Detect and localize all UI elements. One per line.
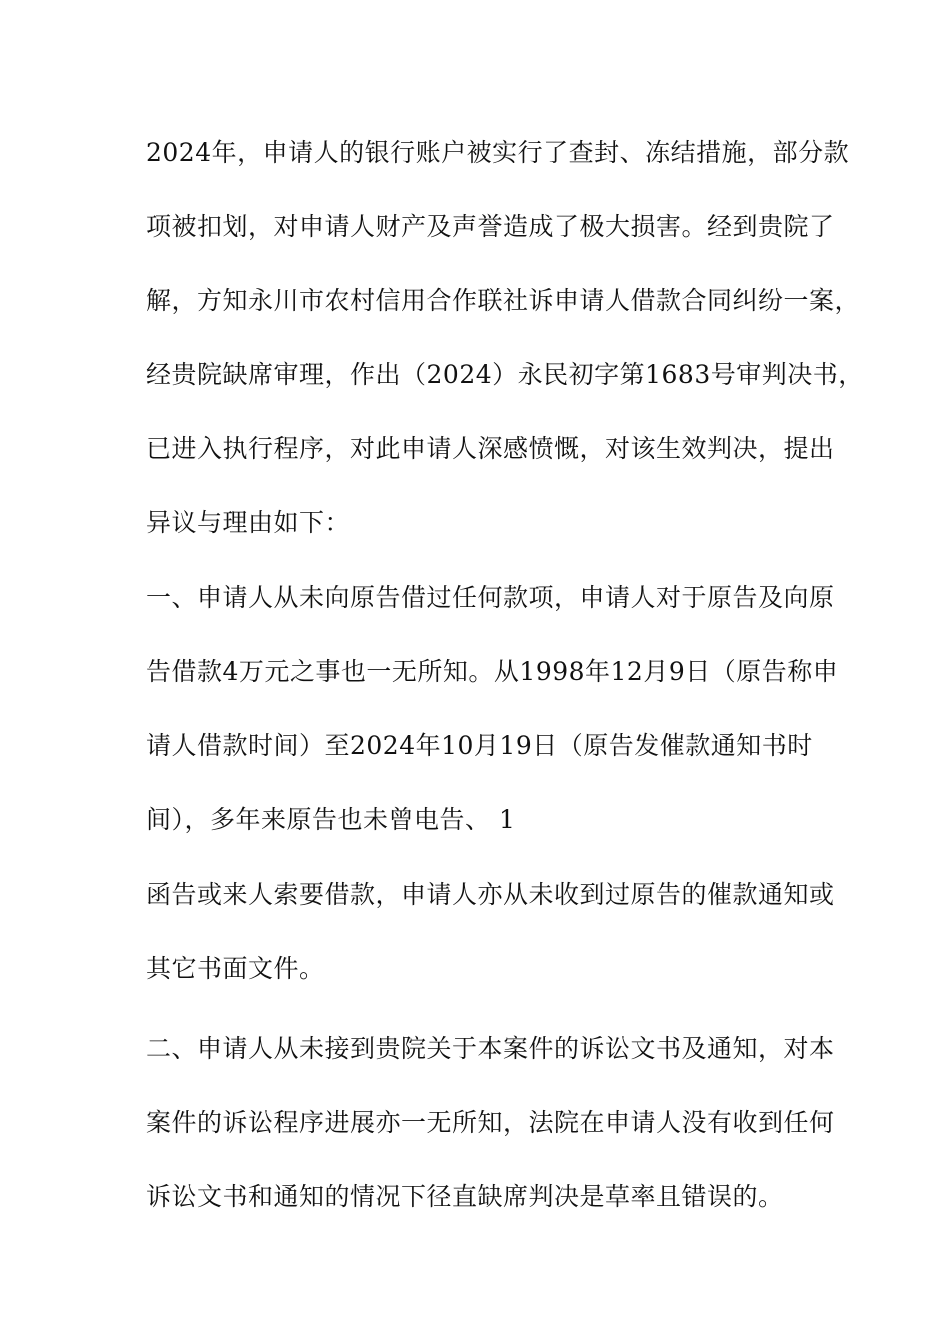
- text-line: 请人借款时间）至2024年10月19日（原告发催款通知书时: [146, 731, 813, 760]
- text-line: 诉讼文书和通知的情况下径直缺席判决是草率且错误的。: [146, 1182, 784, 1211]
- text-line: 已进入执行程序，对此申请人深感愤慨，对该生效判决，提出: [146, 434, 835, 463]
- text-line: 其它书面文件。: [146, 954, 325, 983]
- text-line: 项被扣划，对申请人财产及声誉造成了极大损害。经到贵院了: [146, 212, 835, 241]
- text-line: 经贵院缺席审理，作出（2024）永民初字第1683号审判决书，: [146, 360, 864, 389]
- text-line: 2024年，申请人的银行账户被实行了查封、冻结措施，部分款: [146, 138, 850, 167]
- text-line: 案件的诉讼程序进展亦一无所知，法院在申请人没有收到任何: [146, 1108, 835, 1137]
- text-line: 告借款4万元之事也一无所知。从1998年12月9日（原告称申: [146, 657, 839, 686]
- text-line: 二、申请人从未接到贵院关于本案件的诉讼文书及通知，对本: [146, 1034, 835, 1063]
- text-line: 解，方知永川市农村信用合作联社诉申请人借款合同纠纷一案，: [146, 286, 861, 315]
- text-line: 异议与理由如下：: [146, 508, 351, 537]
- text-line: 一、申请人从未向原告借过任何款项，申请人对于原告及向原: [146, 583, 835, 612]
- text-line: 函告或来人索要借款，申请人亦从未收到过原告的催款通知或: [146, 880, 835, 909]
- text-line: 间），多年来原告也未曾电告、 1: [146, 805, 516, 834]
